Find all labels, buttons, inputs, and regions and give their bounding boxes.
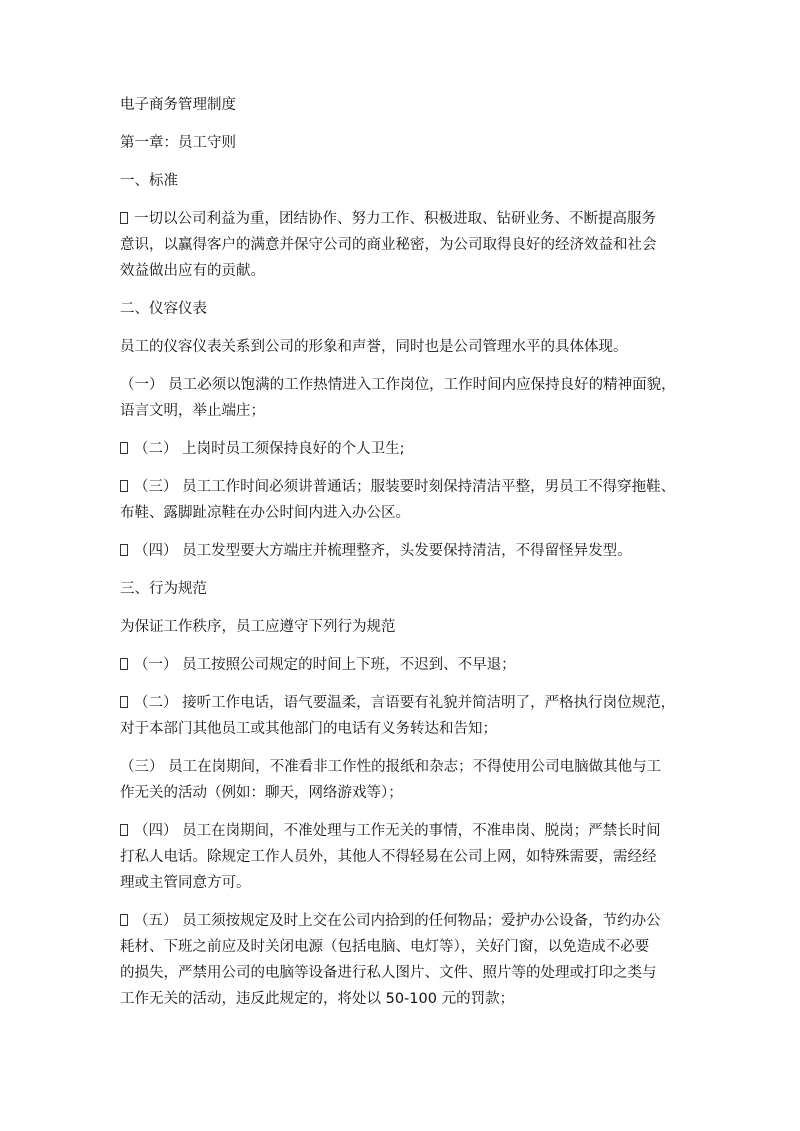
conduct-item-4: （四） 员工在岗期间，不准处理与工作无关的事情，不准串岗、脱岗；严禁长时间 打私人电话。除规定工作人员外，其他人不得轻易在公司上网，如特殊需要，需经经 理或主管同意方可。 bbox=[120, 823, 661, 891]
placeholder-box-icon bbox=[120, 544, 128, 556]
placeholder-box-icon bbox=[120, 480, 128, 492]
appearance-item-1: （一） 员工必须以饱满的工作热情进入工作岗位，工作时间内应保持良好的精神面貌， 语言文明，举止端庄； bbox=[120, 377, 676, 419]
document-title: 电子商务管理制度 bbox=[120, 97, 236, 113]
placeholder-box-icon bbox=[120, 212, 128, 224]
chapter-heading: 第一章：员工守则 bbox=[120, 135, 236, 151]
placeholder-box-icon bbox=[120, 824, 128, 836]
section-heading-appearance: 二、仪容仪表 bbox=[120, 301, 207, 317]
appearance-item-3: （三） 员工工作时间必须讲普通话；服装要时刻保持清洁平整，男员工不得穿拖鞋、 布鞋、露脚趾凉鞋在办公时间内进入办公区。 bbox=[120, 479, 676, 521]
conduct-item-1: （一） 员工按照公司规定的时间上下班，不迟到、不早退； bbox=[120, 652, 700, 678]
placeholder-box-icon bbox=[120, 442, 128, 454]
standard-paragraph: 一切以公司利益为重，团结协作、努力工作、积极进取、钻研业务、不断提高服务 意识，以赢得客户的满意并保守公司的商业秘密，为公司取得良好的经济效益和社会 效益做出应有的贡献。 bbox=[120, 211, 657, 279]
appearance-intro: 员工的仪容仪表关系到公司的形象和声誉，同时也是公司管理水平的具体体现。 bbox=[120, 339, 628, 355]
placeholder-box-icon bbox=[120, 914, 128, 926]
appearance-item-2: （二） 上岗时员工须保持良好的个人卫生; bbox=[120, 436, 700, 462]
section-heading-standard: 一、标准 bbox=[120, 173, 178, 189]
conduct-item-5: （五） 员工须按规定及时上交在公司内拾到的任何物品；爱护办公设备，节约办公 耗材、下班之前应及时关闭电源（包括电脑、电灯等），关好门窗，以免造成不必要 的损失，严禁用公司的电脑等设备进行私人图片、文件、照片等的处理或打印之类与 工作无关的活动，违反此规定的，将处以 50-100 元的罚款； bbox=[120, 913, 661, 1007]
conduct-item-3: （三） 员工在岗期间，不准看非工作性的报纸和杂志；不得使用公司电脑做其他与工 作无关的活动（例如：聊天，网络游戏等）； bbox=[120, 759, 662, 801]
placeholder-box-icon bbox=[120, 658, 128, 670]
appearance-item-4: （四） 员工发型要大方端庄并梳理整齐，头发要保持清洁，不得留怪异发型。 bbox=[120, 538, 700, 564]
conduct-item-2: （二） 接听工作电话，语气要温柔，言语要有礼貌并简洁明了，严格执行岗位规范， 对于本部门其他员工或其他部门的电话有义务转达和告知； bbox=[120, 695, 676, 737]
placeholder-box-icon bbox=[120, 696, 128, 708]
section-heading-conduct: 三、行为规范 bbox=[120, 581, 207, 597]
document-page bbox=[120, 92, 700, 1024]
conduct-intro: 为保证工作秩序，员工应遵守下列行为规范 bbox=[120, 619, 396, 635]
